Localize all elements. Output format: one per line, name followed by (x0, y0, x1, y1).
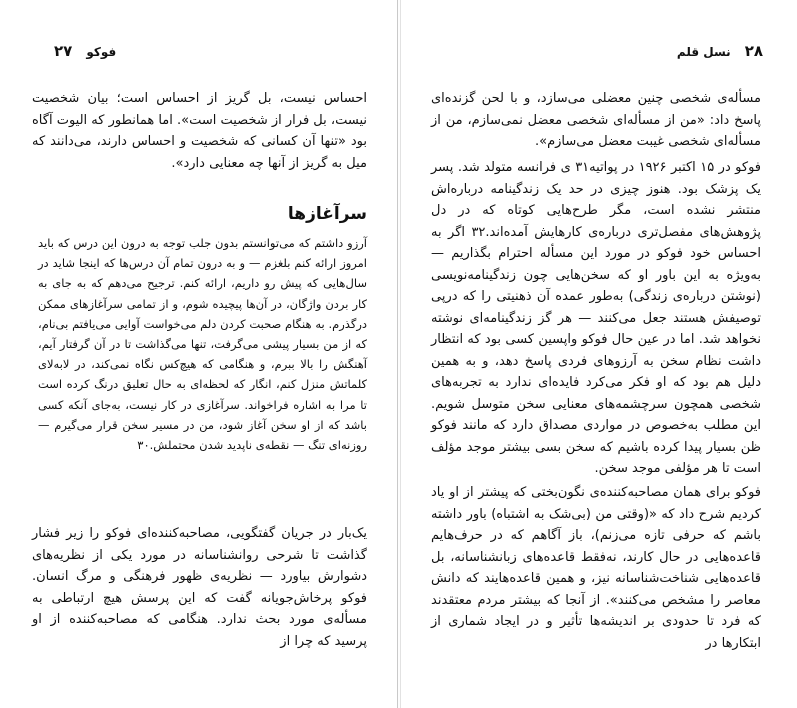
left-page (0, 0, 398, 708)
section-title: سرآغازها (287, 204, 367, 224)
paragraph-3: فوکو برای همان مصاحبه‌کننده‌ی نگون‌بختی که پیشتر از او یاد کردیم شرح داد که «(وقتی من (بی‌شک به اشتباه) باور داشته باشم که حرفی تازه می‌زنم)، باز آگاهم که در حرف‌هایم قاعده‌هایی در حال کارند، نه‌فقط قاعده‌های زبانشناسانه، بل قاعده‌هایی شناخت‌شناسانه نیز، و همین قاعده‌هایند که دانش معاصر را مشخص می‌کنند». از آنجا که بیشتر مردم معتقدند که فرد تا حدودی بر اندیشه‌ها تأثیر و در ایجاد شماری از ابتکارها در (431, 485, 761, 651)
right-page (400, 0, 797, 708)
paragraph-1: مسأله‌ی شخصی چنین معضلی می‌سازد، و با لحن گزنده‌ای پاسخ داد: «من از مسأله‌ای شخصی معضل نمی‌سازم، من از مسأله‌ای شخصی غیبت معضل می‌سازم». (431, 91, 761, 149)
page-number: ۲۸ (744, 42, 763, 60)
closing-paragraph: یک‌بار در جریان گفتگویی، مصاحبه‌کننده‌ای فوکو را زیر فشار گذاشت تا شرحی روانشناسانه در مورد یکی از نظریه‌های دشوارش بیاورد — نظریه‌ی ظهور فرهنگی و مرگ انسان. فوکو پرخاش‌جویانه گفت که این پرسش هیچ ارتباطی به مسأله‌ی مورد بحث ندارد. هنگامی که مصاحبه‌کننده از او پرسید که چرا از (32, 526, 367, 649)
opening-paragraph: احساس نیست، بل گریز از احساس است؛ بیان شخصیت نیست، بل فرار از شخصیت است». اما همانطور که الیوت آگاه بود «تنها آن کسانی که شخصیت و احساس دارند، می‌دانند که میل به گریز از آنها چه معنایی دارد». (32, 91, 367, 171)
block-quote: آرزو داشتم که می‌توانستم بدون جلب توجه به درون این درس که باید امروز ارائه کنم بلغزم — و به درون تمام آن درس‌ها که اینجا شاید در سال‌هایی که پیش رو داریم، ارائه کنم. ترجیح می‌دهم که به جای به کار بردن واژگان، در آن‌ها پیچیده شوم، و از تمامی سرآغازهای ممکن درگذرم. به هنگام صحبت کردن دلم می‌خواست آوایی می‌یافتم بی‌نام، که از من بسیار پیشی می‌گرفت، تنها می‌گذاشت تا در آن گرفتار آیم، آهنگش را بالا ببرم، و هنگامی که هیچ‌کس نگاه نمی‌کند، در لابه‌لای کلماتش منزل کنم، انگار که لحظه‌ای به حال تعلیق درنگ کرده است تا مرا به اشاره فراخواند. سرآغازی در کار نیست، به‌جای آنکه کسی باشد که از او سخن آغاز شود، من در مسیر سخن قرار می‌گیرم — روزنه‌ای تنگ — نقطه‌ی ناپدید شدن محتملش.۳۰ (38, 236, 367, 453)
running-head: نسل قلم (676, 45, 731, 59)
page-number: ۲۷ (54, 42, 73, 60)
right-page-header (677, 42, 763, 60)
running-head: فوکو (86, 45, 117, 59)
paragraph-2: فوکو در ۱۵ اکتبر ۱۹۲۶ در پواتیه۳۱ ی فرانسه متولد شد. پسر یک پزشک بود. هنوز چیزی در حد یک زندگینامه درباره‌اش منتشر نشده است، مگر طرح‌هایی کوتاه که در دل پژوهش‌های مفصل‌تری درباره‌ی کارهایش آمده‌اند.۳۲ اگر به احساس خود فوکو در مورد این مسأله احترام بگذاریم — به‌ویژه به این باور او که سخن‌هایی چون زندگینامه‌نویسی (نوشتن درباره‌ی زندگی) به‌طور عمده آن ذهنیتی را که درپی توصیفش هستند جعل می‌کنند — هر گز زندگینامه‌ای نوشته نخواهد شد. اما در عین حال فوکو واپسین کسی بود که انتظار داشت نظام سخن به آرزوهای فردی پاسخ دهد، و به همین دلیل هم بود که او فکر می‌کرد فایده‌ای ندارد به تجربه‌های شخصی همچون سرچشمه‌های معنایی سخن متوسل شویم. این مطلب به‌خصوص در مواردی مصداق دارد که مانند فوکو ظن بسیار پیدا کرده باشیم که سخن بسی بیشتر موجد مؤلف است تا هر مؤلفی موجد سخن. (431, 160, 762, 476)
left-page-header (54, 42, 116, 60)
